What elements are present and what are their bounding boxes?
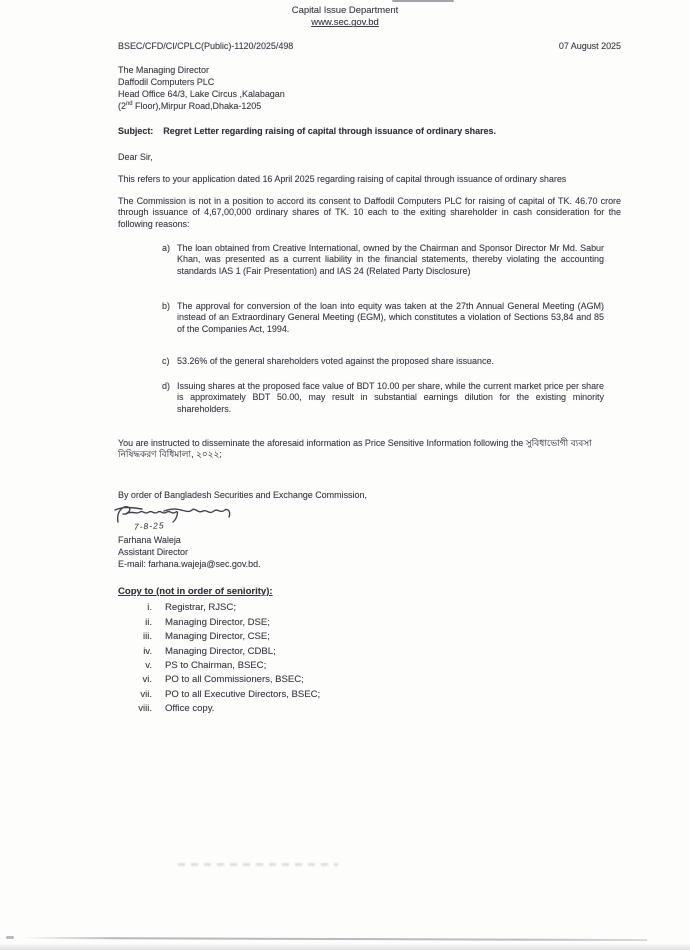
copy-to-numeral: vi.: [142, 674, 152, 686]
reason-label: a): [162, 243, 170, 253]
scan-bleedthrough-artifact: [178, 863, 338, 866]
scan-bottom-edge-line: [22, 937, 647, 941]
letter-date: 07 August 2025: [558, 41, 621, 51]
reason-text: The approval for conversion of the loan into equity was taken at the 27th Annual General Meeting (AGM) instead of an Extraordinary General Meeting (EGM), which constitutes a violation of Sections 53,84 and 85 of the Companies Act, 1994.: [177, 301, 604, 334]
signature-handwritten-date: 7-8-25: [133, 520, 165, 532]
salutation: Dear Sir,: [118, 152, 153, 162]
scan-top-edge-artifact: [392, 0, 454, 2]
copy-to-item: [118, 630, 621, 644]
copy-to-item: [118, 645, 621, 659]
email-address: farhana.wajeja@sec.gov.bd.: [148, 559, 261, 569]
website-url: www.sec.gov.bd: [311, 17, 379, 29]
copy-to-item: [118, 673, 621, 687]
copy-to-section: [118, 586, 621, 717]
copy-to-item: [118, 688, 621, 702]
copy-to-numeral: iii.: [143, 631, 152, 643]
signature-block: [118, 502, 621, 574]
signatory-email: [118, 559, 261, 570]
signature-stroke: [115, 507, 230, 522]
copy-to-text: PO to all Executive Directors, BSEC;: [165, 688, 321, 700]
copy-to-numeral: i.: [147, 602, 152, 614]
recipient-line: Head Office 64/3, Lake Circus ,Kalabagan: [118, 89, 285, 99]
reason-label: c): [162, 356, 170, 366]
reason-label: b): [162, 301, 170, 311]
email-label: E-mail:: [118, 559, 146, 569]
by-order-line: By order of Bangladesh Securities and Exchange Commission,: [118, 490, 367, 500]
copy-to-text: PO to all Commissioners, BSEC;: [165, 674, 304, 686]
recipient-address: [118, 64, 621, 112]
subject-text: Regret Letter regarding raising of capital through issuance of ordinary shares.: [163, 126, 496, 136]
copy-to-text: Managing Director, CSE;: [165, 631, 270, 643]
reason-text: 53.26% of the general shareholders voted against the proposed share issuance.: [177, 356, 494, 366]
reference-row: [118, 41, 621, 52]
copy-to-text: Managing Director, CDBL;: [165, 645, 276, 657]
reason-item-d: [162, 381, 612, 415]
subject-line: [118, 126, 621, 137]
copy-to-item: [118, 659, 621, 673]
copy-to-item: [118, 616, 621, 630]
copy-to-item: [118, 702, 621, 716]
reason-text: The loan obtained from Creative International, owned by the Chairman and Sponsor Director Mr Md. Sabur Khan, was presented as a current liability in the financial statements, thereby violating the accounting standards IAS 1 (Fair Presentation) and IAS 24 (Related Party Disclosure): [177, 243, 604, 276]
signatory-title: Assistant Director: [118, 547, 188, 557]
copy-to-numeral: iv.: [143, 645, 152, 657]
body-paragraph-3: You are instructed to disseminate the aforesaid information as Price Sensitive Information following the সুবিধাভোগী ব্যবসা নিষিদ্ধকরণ বিধিমালা, ২০২২;: [118, 438, 592, 460]
signatory-name: Farhana Waleja: [118, 535, 181, 545]
scan-bottom-shadow: [0, 943, 690, 950]
reference-number: BSEC/CFD/CI/CPLC(Public)-1120/2025/498: [118, 41, 294, 51]
copy-to-numeral: v.: [145, 660, 152, 672]
reason-item-a: [162, 243, 612, 277]
body-paragraph-2: The Commission is not in a position to accord its consent to Daffodil Computers PLC for raising of capital of TK. 46.70 crore through issuance of 4,67,00,000 ordinary shares of TK. 10 each to the exiting shareholder in cash consideration for the following reasons:: [118, 196, 621, 229]
copy-to-text: Office copy.: [165, 703, 215, 715]
reason-item-b: [162, 301, 612, 335]
recipient-line: Daffodil Computers PLC: [118, 77, 215, 87]
recipient-line-part: Floor),Mirpur Road,Dhaka-1205: [132, 101, 262, 111]
scan-corner-speck: [6, 936, 14, 939]
copy-to-numeral: ii.: [145, 616, 152, 628]
recipient-line: [118, 100, 621, 112]
copy-to-item: [118, 601, 621, 615]
copy-to-numeral: viii.: [138, 703, 152, 715]
copy-to-text: Registrar, RJSC;: [165, 602, 236, 614]
ordinal-superscript: nd: [125, 101, 133, 107]
recipient-line: The Managing Director: [118, 65, 209, 75]
reason-item-c: [162, 356, 612, 367]
copy-to-text: Managing Director, DSE;: [165, 616, 270, 628]
signature-image: [112, 502, 237, 528]
copy-to-text: PS to Chairman, BSEC;: [165, 660, 267, 672]
reason-text: Issuing shares at the proposed face value of BDT 10.00 per share, while the current market price per share is approximately BDT 50.00, may result in substantial earnings dilution for the existing minority shareholders.: [177, 381, 604, 414]
letterhead: [0, 5, 690, 29]
subject-label: Subject:: [118, 126, 154, 136]
body-paragraph-1: This refers to your application dated 16 April 2025 regarding raising of capital through issuance of ordinary shares: [118, 174, 567, 184]
copy-to-heading: Copy to (not in order of seniority):: [118, 586, 273, 597]
recipient-line-part: (2: [118, 101, 126, 111]
reason-label: d): [162, 381, 170, 391]
copy-to-numeral: vii.: [140, 688, 152, 700]
department-name: Capital Issue Department: [291, 5, 399, 16]
